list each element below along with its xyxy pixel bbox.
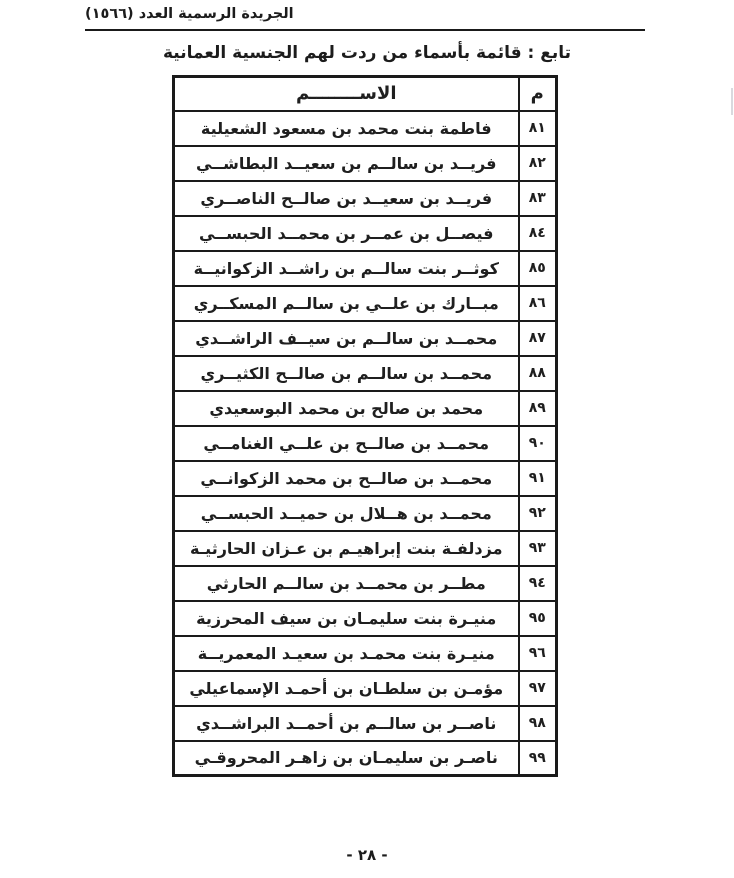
person-name: مبــارك بن علــي بن سالــم المسكــري — [174, 286, 519, 321]
table-row — [174, 426, 557, 461]
person-name: فريــد بن سالــم بن سعيــد البطاشــي — [174, 146, 519, 181]
table-row — [174, 671, 557, 706]
person-name: محمــد بن صالــح بن علــي الغنامــي — [174, 426, 519, 461]
column-header-number: م — [519, 77, 557, 111]
person-name: محمد بن صالح بن محمد البوسعيدي — [174, 391, 519, 426]
person-name: محمــد بن هــلال بن حميــد الحبســي — [174, 496, 519, 531]
row-number: ٩١ — [519, 461, 557, 496]
table-row — [174, 111, 557, 146]
row-number: ٩٩ — [519, 741, 557, 776]
person-name: مطــر بن محمــد بن سالــم الحارثي — [174, 566, 519, 601]
person-name: فريــد بن سعيــد بن صالــح الناصــري — [174, 181, 519, 216]
table-row — [174, 286, 557, 321]
table-row — [174, 566, 557, 601]
table-row — [174, 636, 557, 671]
row-number: ٩٧ — [519, 671, 557, 706]
row-number: ٩٤ — [519, 566, 557, 601]
table-row — [174, 216, 557, 251]
row-number: ٩٨ — [519, 706, 557, 741]
table-row — [174, 741, 557, 776]
table-row — [174, 146, 557, 181]
table-body — [174, 111, 557, 776]
row-number: ٩٠ — [519, 426, 557, 461]
row-number: ٨٥ — [519, 251, 557, 286]
page-title: تابع : قائمة بأسماء من ردت لهم الجنسية العمانية — [163, 43, 571, 63]
table-row — [174, 531, 557, 566]
table-row — [174, 181, 557, 216]
table-row — [174, 496, 557, 531]
row-number: ٩٣ — [519, 531, 557, 566]
person-name: مزدلفـة بنت إبراهيـم بن عـزان الحارثيـة — [174, 531, 519, 566]
table-row — [174, 321, 557, 356]
gazette-issue-header: الجريدة الرسمية العدد (١٥٦٦) — [85, 6, 294, 22]
row-number: ٩٥ — [519, 601, 557, 636]
table-header — [174, 77, 557, 111]
table-row — [174, 356, 557, 391]
person-name: منيـرة بنت سليمـان بن سيف المحرزية — [174, 601, 519, 636]
row-number: ٩٢ — [519, 496, 557, 531]
person-name: فيصــل بن عمــر بن محمــد الحبســي — [174, 216, 519, 251]
table-row — [174, 706, 557, 741]
page-number: - ٢٨ - — [346, 846, 388, 864]
row-number: ٨٩ — [519, 391, 557, 426]
person-name: منيـرة بنت محمـد بن سعيـد المعمريــة — [174, 636, 519, 671]
table-row — [174, 391, 557, 426]
table-row — [174, 601, 557, 636]
row-number: ٨٨ — [519, 356, 557, 391]
table-row — [174, 251, 557, 286]
header-divider-rule — [85, 29, 645, 31]
row-number: ٨٦ — [519, 286, 557, 321]
table-header-row — [174, 77, 557, 111]
person-name: مؤمـن بن سلطـان بن أحمـد الإسماعيلي — [174, 671, 519, 706]
row-number: ٨٢ — [519, 146, 557, 181]
row-number: ٩٦ — [519, 636, 557, 671]
person-name: فاطمة بنت محمد بن مسعود الشعيلية — [174, 111, 519, 146]
row-number: ٨٤ — [519, 216, 557, 251]
person-name: كوثــر بنت سالــم بن راشــد الزكوانيــة — [174, 251, 519, 286]
row-number: ٨١ — [519, 111, 557, 146]
person-name: ناصــر بن سالــم بن أحمــد البراشــدي — [174, 706, 519, 741]
restored-citizenship-names-table — [172, 75, 558, 777]
person-name: محمــد بن سالــم بن صالــح الكثيــري — [174, 356, 519, 391]
person-name: محمــد بن صالــح بن محمد الزكوانــي — [174, 461, 519, 496]
person-name: ناصـر بن سليمـان بن زاهـر المحروقـي — [174, 741, 519, 776]
table-row — [174, 461, 557, 496]
scan-edge-artifact — [731, 88, 733, 115]
column-header-name: الاســــــــم — [174, 77, 519, 111]
row-number: ٨٣ — [519, 181, 557, 216]
row-number: ٨٧ — [519, 321, 557, 356]
person-name: محمــد بن سالــم بن سيــف الراشــدي — [174, 321, 519, 356]
